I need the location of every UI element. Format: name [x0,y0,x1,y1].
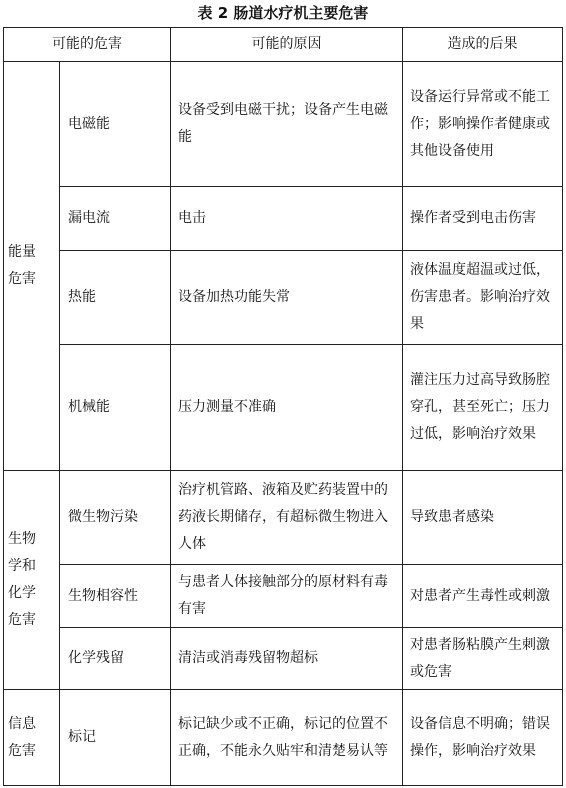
consequence-cell: 导致患者感染 [403,471,563,565]
hazard-cell: 机械能 [60,345,171,471]
hazard-cell: 微生物污染 [60,471,171,565]
table-row [4,690,563,786]
table-row [4,345,563,471]
table-row [4,187,563,251]
header-row [4,28,563,62]
consequence-cell: 设备运行异常或不能工作；影响操作者健康或其他设备使用 [403,62,563,187]
cause-cell: 标记缺少或不正确，标记的位置不正确，不能永久贴牢和清楚易认等 [171,690,403,786]
cause-cell: 治疗机管路、液箱及贮药装置中的药液长期储存，有超标微生物进入人体 [171,471,403,565]
category-line: 生物 [8,531,36,547]
table-row [4,565,563,628]
consequence-cell: 对患者产生毒性或刺激 [403,565,563,628]
category-line: 危害 [8,612,36,628]
table-row [4,628,563,690]
cause-cell: 清洁或消毒残留物超标 [171,628,403,690]
category-line: 能量 [8,244,36,260]
hazard-cell: 生物相容性 [60,565,171,628]
table-row [4,62,563,187]
category-cell [4,62,60,471]
category-line: 学和 [8,558,36,574]
hazard-cell: 热能 [60,251,171,345]
cause-cell: 设备受到电磁干扰；设备产生电磁能 [171,62,403,187]
hazard-cell: 化学残留 [60,628,171,690]
hazard-cell: 标记 [60,690,171,786]
table-caption: 表 2 肠道水疗机主要危害 [197,4,369,22]
header-consequence: 造成的后果 [403,28,563,62]
header-cause: 可能的原因 [171,28,403,62]
category-line: 危害 [8,742,36,759]
hazard-table [3,27,563,786]
cause-cell: 设备加热功能失常 [171,251,403,345]
hazard-cell: 电磁能 [60,62,171,187]
category-cell [4,690,60,786]
consequence-cell: 灌注压力过高导致肠腔穿孔，甚至死亡；压力过低，影响治疗效果 [403,345,563,471]
cause-cell: 电击 [171,187,403,251]
category-line: 化学 [8,585,36,601]
consequence-cell: 操作者受到电击伤害 [403,187,563,251]
table-row [4,471,563,565]
hazard-cell: 漏电流 [60,187,171,251]
cause-cell: 与患者人体接触部分的原材料有毒有害 [171,565,403,628]
table-row [4,251,563,345]
consequence-cell: 对患者肠粘膜产生刺激或危害 [403,628,563,690]
category-line: 危害 [8,271,36,287]
category-line: 信息 [8,715,36,732]
category-cell [4,471,60,690]
cause-cell: 压力测量不准确 [171,345,403,471]
consequence-cell: 液体温度超温或过低，伤害患者。影响治疗效果 [403,251,563,345]
header-hazard: 可能的危害 [4,28,171,62]
consequence-cell: 设备信息不明确；错误操作，影响治疗效果 [403,690,563,786]
